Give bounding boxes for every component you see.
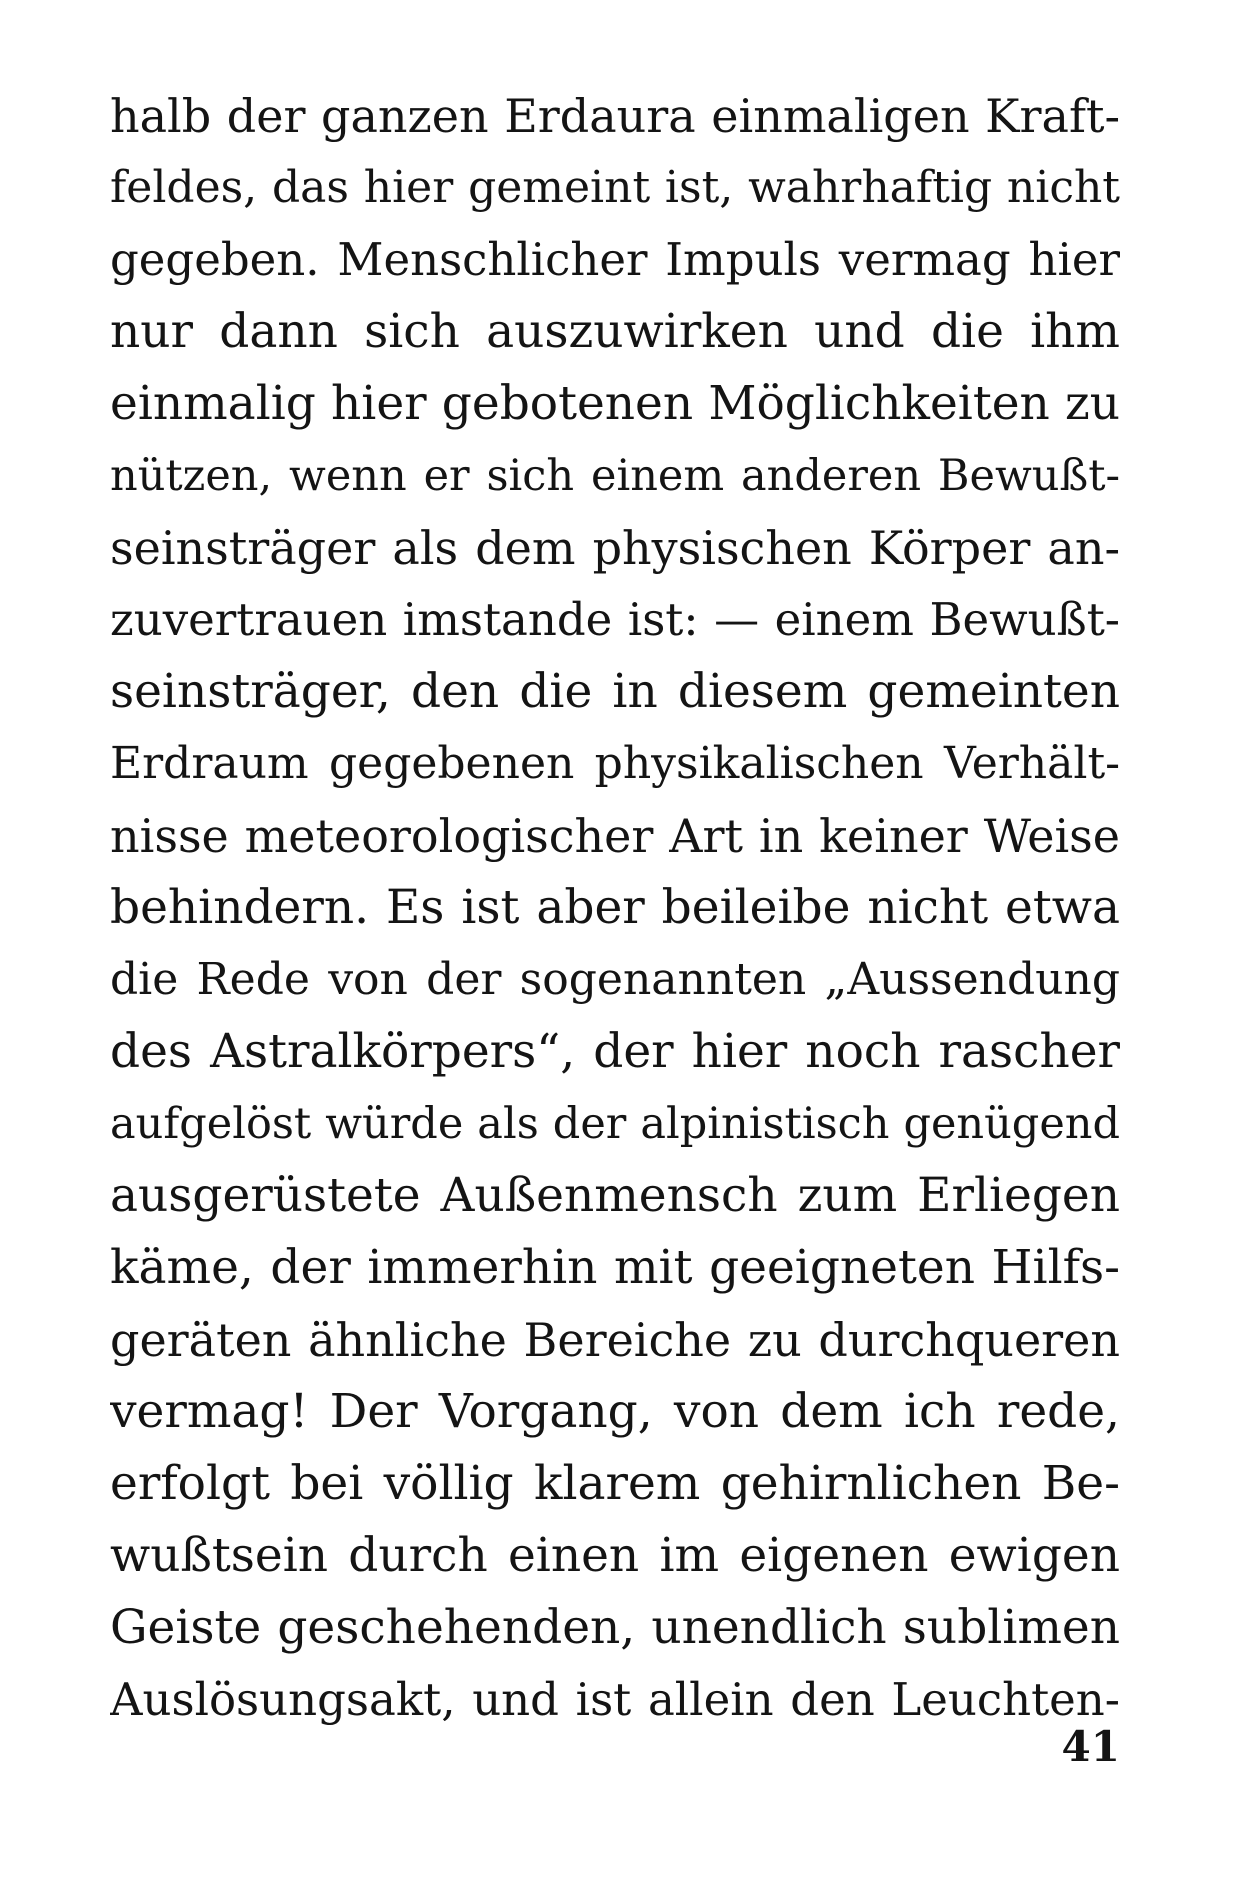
text-line: feldes, das hier gemeint ist, wahrhaftig nicht <box>110 162 1120 213</box>
text-line: nur dann sich auszuwirken und die ihm <box>110 304 1120 359</box>
text-line: käme, der immerhin mit geeigneten Hilfs- <box>110 1240 1120 1295</box>
text-line: des Astralkörpers“, der hier noch rascher <box>110 1024 1120 1079</box>
text-line: seinsträger als dem physischen Körper an- <box>110 521 1120 575</box>
text-line: gegeben. Menschlicher Impuls vermag hier <box>110 233 1120 286</box>
text-line: erfolgt bei völlig klarem gehirnlichen Be- <box>110 1456 1120 1511</box>
text-line: aufgelöst würde als der alpinistisch genügend <box>110 1099 1120 1149</box>
text-line: die Rede von der sogenannten „Aussendung <box>110 954 1120 1005</box>
text-line: Auslösungsakt, und ist allein den Leuchten- <box>110 1673 1120 1726</box>
text-line: Geiste geschehenden, unendlich sublimen <box>110 1600 1120 1655</box>
text-line: zuvertrauen imstande ist: — einem Bewußt- <box>110 593 1120 646</box>
text-line: geräten ähnliche Bereiche zu durchqueren <box>110 1313 1120 1367</box>
text-line: wußtsein durch einen im eigenen ewigen <box>110 1528 1120 1583</box>
text-line: behindern. Es ist aber beileibe nicht etwa <box>110 880 1120 935</box>
text-line: vermag! Der Vorgang, von dem ich rede, <box>110 1384 1120 1439</box>
text-line: nisse meteorologischer Art in keiner Weise <box>110 809 1120 863</box>
text-line: einmalig hier gebotenen Möglichkeiten zu <box>110 376 1120 431</box>
text-line: nützen, wenn er sich einem anderen Bewußt- <box>110 451 1120 501</box>
text-line: Erdraum gegebenen physikalischen Verhält- <box>110 738 1120 789</box>
body-text <box>110 80 1120 1736</box>
text-line: ausgerüstete Außenmensch zum Erliegen <box>110 1168 1120 1223</box>
text-line: halb der ganzen Erdaura einmaligen Kraft- <box>110 89 1120 143</box>
page-number: 41 <box>1061 1722 1120 1771</box>
text-line: seinsträger, den die in diesem gemeinten <box>110 664 1120 719</box>
